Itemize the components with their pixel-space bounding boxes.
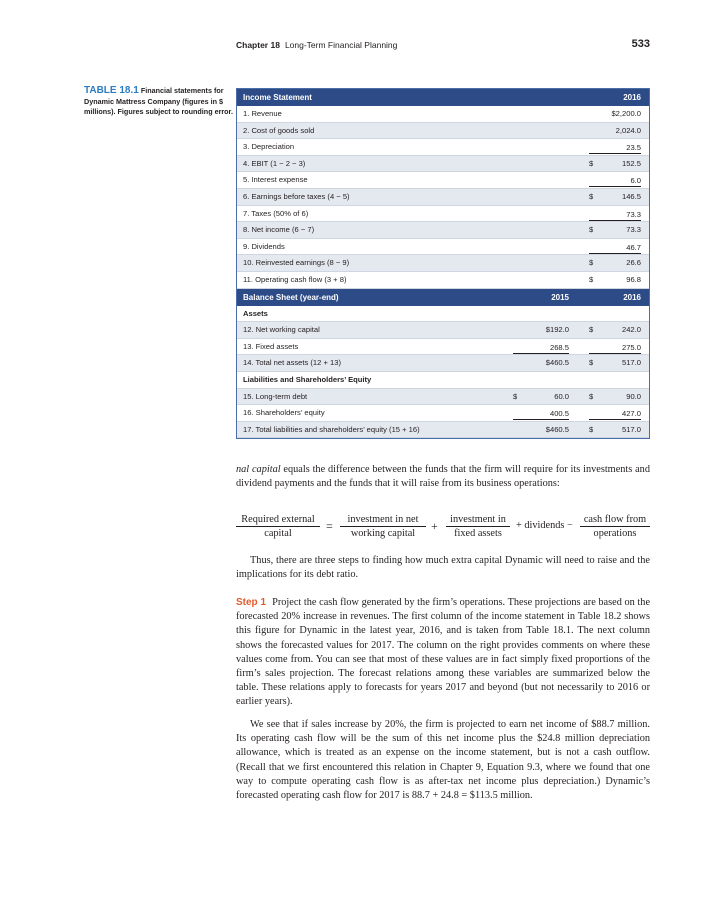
row-label: 5. Interest expense bbox=[243, 175, 308, 185]
row-label: 13. Fixed assets bbox=[243, 341, 299, 351]
value-2016-number: 26.6 bbox=[626, 258, 641, 268]
row-label: 16. Shareholders’ equity bbox=[243, 408, 325, 418]
income-statement-header bbox=[237, 89, 649, 106]
value-2016 bbox=[589, 242, 641, 254]
income-statement-rows bbox=[237, 106, 649, 289]
eq-lhs bbox=[236, 514, 320, 539]
eq-term2-den: fixed assets bbox=[454, 528, 502, 539]
table-caption bbox=[84, 86, 234, 118]
assets-subheading: Assets bbox=[243, 308, 268, 318]
row-label: 2. Cost of goods sold bbox=[243, 125, 315, 135]
table-row bbox=[237, 355, 649, 372]
balance-sheet-header bbox=[237, 289, 649, 306]
table-row bbox=[237, 123, 649, 140]
table-row bbox=[237, 389, 649, 406]
chapter-number: Chapter 18 bbox=[236, 40, 280, 50]
liabilities-subheading: Liabilities and Shareholders’ Equity bbox=[243, 374, 372, 384]
dollar-sign-2016: $ bbox=[589, 424, 594, 434]
eq-term3-den: operations bbox=[593, 528, 637, 539]
eq-term3 bbox=[580, 514, 650, 539]
value-2016 bbox=[589, 189, 641, 206]
liability-rows bbox=[237, 389, 649, 439]
table-row bbox=[237, 272, 649, 289]
income-statement-title: Income Statement bbox=[243, 93, 312, 102]
row-label: 3. Depreciation bbox=[243, 142, 295, 152]
balance-col-2016: 2016 bbox=[623, 292, 641, 302]
value-2015-number: 400.5 bbox=[549, 409, 569, 419]
table-row bbox=[237, 106, 649, 123]
value-2015-number: 60.0 bbox=[554, 391, 569, 401]
row-label: 10. Reinvested earnings (8 − 9) bbox=[243, 258, 350, 268]
eq-term1 bbox=[340, 514, 426, 539]
value-2015-number: $192.0 bbox=[545, 325, 569, 335]
row-label: 1. Revenue bbox=[243, 109, 282, 118]
liabilities-subheading-row bbox=[237, 372, 649, 389]
financial-statements-table bbox=[236, 88, 650, 439]
value-2016-number: 6.0 bbox=[630, 176, 641, 186]
eq-lhs-num: Required external bbox=[236, 514, 320, 527]
eq-equals: = bbox=[326, 519, 333, 533]
value-2016 bbox=[589, 322, 641, 339]
value-2016 bbox=[589, 222, 641, 239]
value-2016-number: 152.5 bbox=[621, 158, 641, 168]
paragraph-external-capital bbox=[236, 463, 650, 491]
value-2016 bbox=[589, 175, 641, 187]
row-label: 15. Long-term debt bbox=[243, 391, 308, 401]
paragraph-step-1 bbox=[236, 596, 650, 710]
value-2016 bbox=[589, 106, 641, 123]
table-row bbox=[237, 139, 649, 156]
value-2016 bbox=[589, 408, 641, 420]
value-2016-number: 517.0 bbox=[621, 424, 641, 434]
table-caption-label: TABLE 18.1 bbox=[84, 85, 139, 96]
row-label: 11. Operating cash flow (3 + 8) bbox=[243, 274, 347, 284]
table-row bbox=[237, 156, 649, 173]
value-2016 bbox=[589, 342, 641, 354]
row-label: 7. Taxes (50% of 6) bbox=[243, 208, 309, 218]
row-label: 14. Total net assets (12 + 13) bbox=[243, 358, 342, 368]
table-row bbox=[237, 206, 649, 223]
value-2016 bbox=[589, 422, 641, 439]
term-external-capital: nal capital bbox=[236, 464, 281, 475]
dollar-sign-2016: $ bbox=[589, 391, 594, 401]
eq-term1-den: working capital bbox=[350, 528, 416, 539]
running-header bbox=[236, 40, 650, 54]
table-row bbox=[237, 322, 649, 339]
required-capital-equation bbox=[236, 514, 650, 544]
value-2016-number: 242.0 bbox=[621, 325, 641, 335]
dollar-sign-2016: $ bbox=[589, 158, 594, 168]
table-row bbox=[237, 172, 649, 189]
value-2016-number: 2,024.0 bbox=[615, 125, 641, 135]
dollar-sign-2016: $ bbox=[589, 191, 594, 201]
asset-rows bbox=[237, 322, 649, 372]
balance-col-2015: 2015 bbox=[551, 292, 569, 302]
table-row bbox=[237, 189, 649, 206]
value-2016-number: 427.0 bbox=[621, 409, 641, 419]
value-2015 bbox=[513, 408, 569, 420]
eq-term1-num: investment in net bbox=[340, 514, 426, 527]
eq-term3-num: cash flow from bbox=[580, 514, 650, 527]
dollar-sign-2015: $ bbox=[513, 391, 518, 401]
eq-plus: + bbox=[431, 519, 438, 533]
dollar-sign-2016: $ bbox=[589, 225, 594, 235]
table-caption-text: Financial statements for Dynamic Mattress Company (figures in $ millions). Figures subject to rounding error. bbox=[84, 86, 233, 117]
table-row bbox=[237, 405, 649, 422]
balance-sheet-title: Balance Sheet (year-end) bbox=[243, 292, 339, 302]
value-2016-number: 517.0 bbox=[621, 358, 641, 368]
value-2016 bbox=[589, 389, 641, 406]
page-number: 533 bbox=[631, 38, 650, 50]
value-2015-number: 268.5 bbox=[549, 342, 569, 352]
value-2016 bbox=[589, 355, 641, 372]
table-row bbox=[237, 222, 649, 239]
value-2015 bbox=[513, 322, 569, 339]
dollar-sign-2016: $ bbox=[589, 258, 594, 268]
eq-dividends: + dividends − bbox=[516, 520, 573, 531]
eq-term2 bbox=[446, 514, 510, 539]
eq-lhs-den: capital bbox=[264, 528, 292, 539]
row-label: 17. Total liabilities and shareholders’ equity (15 + 16) bbox=[243, 424, 420, 434]
value-2016 bbox=[589, 142, 641, 154]
value-2016-number: 96.8 bbox=[626, 274, 641, 284]
dollar-sign-2016: $ bbox=[589, 358, 594, 368]
income-col-2016: 2016 bbox=[623, 93, 641, 102]
row-label: 12. Net working capital bbox=[243, 325, 320, 335]
value-2016 bbox=[589, 255, 641, 272]
value-2015 bbox=[513, 389, 569, 406]
row-label: 8. Net income (6 − 7) bbox=[243, 225, 315, 235]
value-2015 bbox=[513, 342, 569, 354]
value-2016 bbox=[589, 123, 641, 140]
value-2015 bbox=[513, 422, 569, 439]
value-2016-number: 73.3 bbox=[626, 225, 641, 235]
value-2016 bbox=[589, 272, 641, 289]
dollar-sign-2016: $ bbox=[589, 274, 594, 284]
value-2016-number: 46.7 bbox=[626, 242, 641, 252]
row-label: 6. Earnings before taxes (4 − 5) bbox=[243, 191, 350, 201]
row-label: 9. Dividends bbox=[243, 241, 285, 251]
value-2016-number: 146.5 bbox=[621, 191, 641, 201]
value-2016-number: 73.3 bbox=[626, 209, 641, 219]
value-2015 bbox=[513, 355, 569, 372]
row-label: 4. EBIT (1 − 2 − 3) bbox=[243, 158, 306, 168]
paragraph-external-capital-text: equals the difference between the funds that the firm will require for its investments and dividend payments and the funds that it will raise from its business operations: bbox=[236, 464, 650, 490]
value-2016-number: $2,200.0 bbox=[611, 109, 641, 118]
paragraph-three-steps: Thus, there are three steps to finding how much extra capital Dynamic will need to raise and the implications for its debt ratio. bbox=[236, 555, 650, 581]
dollar-sign-2016: $ bbox=[589, 325, 594, 335]
step-1-label: Step 1 bbox=[236, 597, 267, 608]
paragraph-step-1-text: Project the cash flow generated by the firm’s operations. These projections are based on the forecasted 20% increase in revenues. The first column of the income statement in Table 18.2 shows this figure for Dynamic in the latest year, 2016, and is taken from Table 18.1. The next column shows the forecasted values for 2017. The column on the right provides comments on where these values come from. You can see that most of these values are in fact simply fixed proportions of the firm’s sales projection. The forecast relations among these variables are summarized below the table. These relations apply to forecasts for years 2017 and beyond (but not necessarily to 2016 or earlier years). bbox=[236, 597, 651, 708]
table-row bbox=[237, 422, 649, 439]
eq-term2-num: investment in bbox=[446, 514, 510, 527]
table-row bbox=[237, 239, 649, 256]
chapter-title: Long-Term Financial Planning bbox=[284, 40, 398, 50]
value-2016-number: 90.0 bbox=[626, 391, 641, 401]
value-2016-number: 275.0 bbox=[621, 342, 641, 352]
value-2015-number: $460.5 bbox=[545, 358, 569, 368]
table-row bbox=[237, 255, 649, 272]
paragraph-sales-increase: We see that if sales increase by 20%, the firm is projected to earn net income of $88.7 million. Its operating cash flow will be the sum of this net income plus the $24.8 million depreciation allowance, which is treated as an expense on the income statement, but is not a cash outflow. (Recall that we first encountered this relation in Chapter 9, Equation 9.3, where we found that one way to compute operating cash flow is as after-tax net income plus depreciation.) Dynamic’s forecasted operating cash flow for 2017 is 88.7 + 24.8 = $113.5 million. bbox=[236, 719, 650, 802]
assets-subheading-row bbox=[237, 306, 649, 323]
value-2016 bbox=[589, 209, 641, 221]
value-2016 bbox=[589, 156, 641, 173]
table-row bbox=[237, 339, 649, 356]
value-2015-number: $460.5 bbox=[545, 424, 569, 434]
value-2016-number: 23.5 bbox=[626, 143, 641, 153]
